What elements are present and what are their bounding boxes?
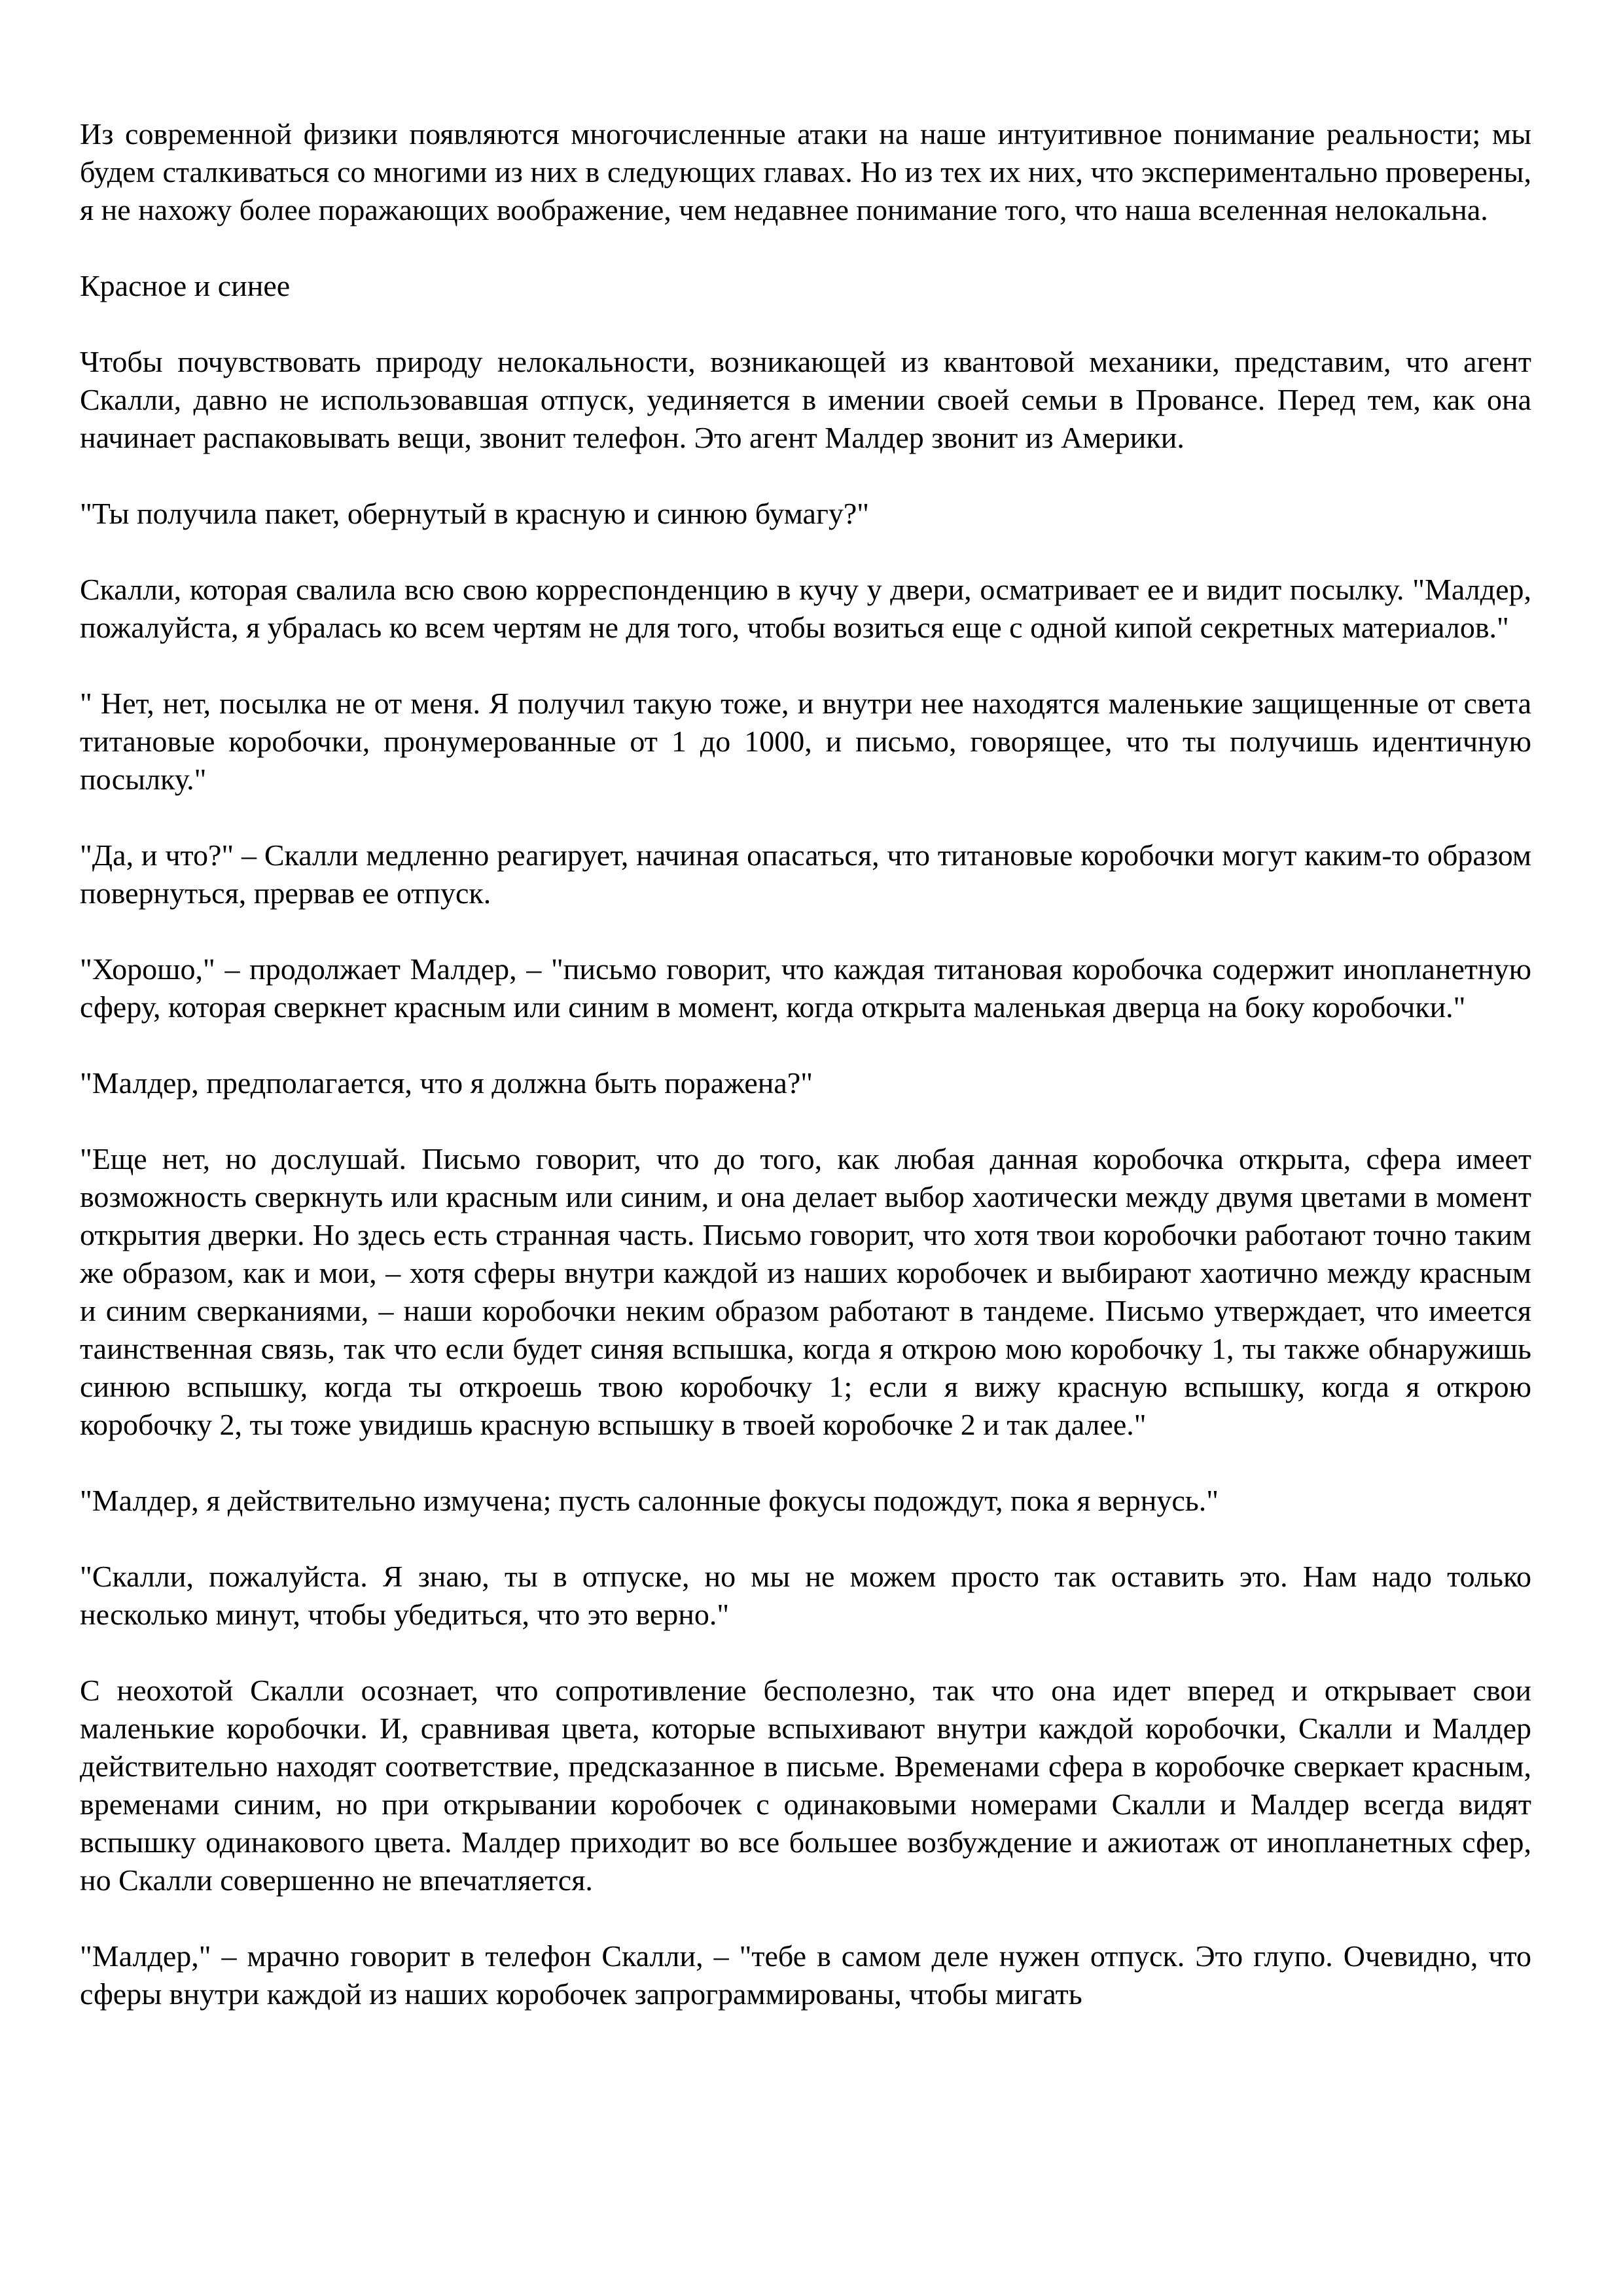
intro-paragraph: Из современной физики появляются многочисленные атаки на наше интуитивное понимание реальности; мы будем сталкиваться со многими из них в следующих главах. Но из тех их них, что экспериментально проверены, я не нахожу более поражающих воображение, чем недавнее понимание того, что наша вселенная нелокальна. [80,117,1531,226]
paragraph-6: "Хорошо," – продолжает Малдер, – "письмо говорит, что каждая титановая коробочка содержит инопланетную сферу, которая сверкнет красным или синим в момент, когда открыта маленькая дверца на боку коробочки." [80,952,1531,1024]
paragraph-1: Чтобы почувствовать природу нелокальности, возникающей из квантовой механики, представим, что агент Скалли, давно не использовавшая отпуск, уединяется в имении своей семьи в Провансе. Перед тем, как она начинает распаковывать вещи, звонит телефон. Это агент Малдер звонит из Америки. [80,345,1531,454]
paragraph-7: "Малдер, предполагается, что я должна быть поражена?" [80,1066,813,1100]
paragraph-10: "Скалли, пожалуйста. Я знаю, ты в отпуске, но мы не можем просто так оставить это. Нам надо только несколько минут, чтобы убедиться, что это верно." [80,1560,1531,1631]
paragraph-12: "Малдер," – мрачно говорит в телефон Скалли, – "тебе в самом деле нужен отпуск. Это глупо. Очевидно, что сферы внутри каждой из наших коробочек запрограммированы, чтобы мигать [80,1939,1531,2011]
section-heading: Красное и синее [80,269,291,302]
paragraph-11: С неохотой Скалли осознает, что сопротивление бесполезно, так что она идет вперед и открывает свои маленькие коробочки. И, сравнивая цвета, которые вспыхивают внутри каждой коробочки, Скалли и Малдер действительно находят соответствие, предсказанное в письме. Временами сфера в коробочке сверкает красным, временами синим, но при открывании коробочек с одинаковыми номерами Скалли и Малдер всегда видят вспышку одинакового цвета. Малдер приходит во все большее возбуждение и ажиотаж от инопланетных сфер, но Скалли совершенно не впечатляется. [80,1674,1531,1897]
document-page [80,115,1531,2051]
paragraph-9: "Малдер, я действительно измучена; пусть салонные фокусы подождут, пока я вернусь." [80,1484,1219,1517]
paragraph-8: "Еще нет, но дослушай. Письмо говорит, что до того, как любая данная коробочка открыта, сфера имеет возможность сверкнуть или красным или синим, и она делает выбор хаотически между двумя цветами в момент открытия дверки. Но здесь есть странная часть. Письмо говорит, что хотя твои коробочки работают точно таким же образом, как и мои, – хотя сферы внутри каждой из наших коробочек и выбирают хаотично между красным и синим сверканиями, – наши коробочки неким образом работают в тандеме. Письмо утверждает, что имеется таинственная связь, так что если будет синяя вспышка, когда я открою мою коробочку 1, ты также обнаружишь синюю вспышку, когда ты откроешь твою коробочку 1; если я вижу красную вспышку, когда я открою коробочку 2, ты тоже увидишь красную вспышку в твоей коробочке 2 и так далее." [80,1142,1531,1441]
paragraph-4: " Нет, нет, посылка не от меня. Я получил такую тоже, и внутри нее находятся маленькие защищенные от света титановые коробочки, пронумерованные от 1 до 1000, и письмо, говорящее, что ты получишь идентичную посылку." [80,687,1531,796]
paragraph-3: Скалли, которая свалила всю свою корреспонденцию в кучу у двери, осматривает ее и видит посылку. "Малдер, пожалуйста, я убралась ко всем чертям не для того, чтобы возиться еще с одной кипой секретных материалов." [80,573,1531,644]
paragraph-2: "Ты получила пакет, обернутый в красную и синюю бумагу?" [80,497,870,530]
paragraph-5: "Да, и что?" – Скалли медленно реагирует, начиная опасаться, что титановые коробочки могут каким-то образом повернуться, прервав ее отпуск. [80,838,1531,910]
